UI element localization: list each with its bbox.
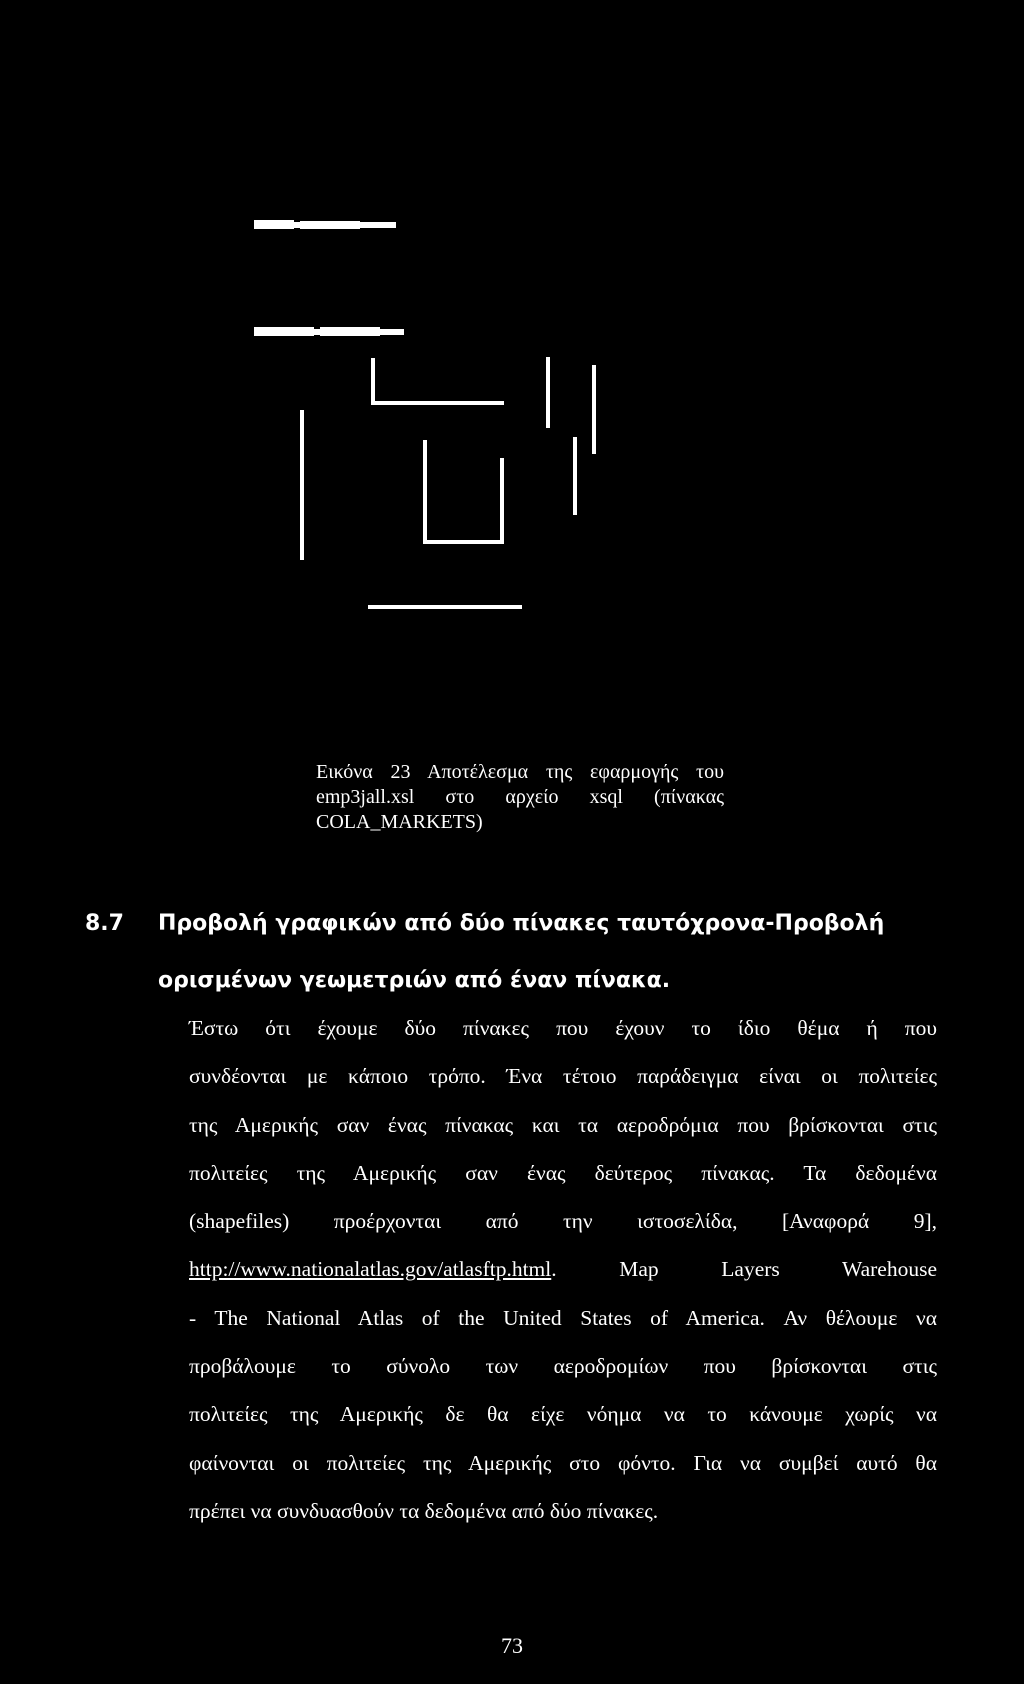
map-geometry-figure (0, 0, 1024, 640)
paragraph-line: πολιτείες της Αμερικής σαν ένας δεύτερος πίνακας. Τα δεδομένα (189, 1160, 937, 1185)
figure-image (0, 0, 1024, 640)
atlas-link[interactable]: http://www.nationalatlas.gov/atlasftp.html (189, 1257, 552, 1282)
paragraph-line: φαίνονται οι πολιτείες της Αμερικής στο φόντο. Για να συμβεί αυτό θα (189, 1450, 937, 1475)
paragraph-line: προβάλουμε το σύνολο των αεροδρομίων που βρίσκονται στις (189, 1354, 937, 1379)
paragraph-line: πρέπει να συνδυασθούν τα δεδομένα από δύο πίνακες. (189, 1498, 659, 1523)
section-number: 8.7 (85, 911, 124, 936)
caption-line: COLA_MARKETS) (316, 811, 483, 833)
paragraph-line: της Αμερικής σαν ένας πίνακας και τα αεροδρόμια που βρίσκονται στις (189, 1112, 937, 1137)
paragraph-line: (shapefiles) προέρχονται από την ιστοσελίδα, [Αναφορά 9], (189, 1209, 937, 1234)
figure-l-shape (373, 358, 504, 403)
caption-line: Εικόνα 23 Αποτέλεσμα της εφαρμογής του (316, 761, 724, 783)
paragraph-line: συνδέονται με κάποιο τρόπο. Ένα τέτοιο παράδειγμα είναι οι πολιτείες (189, 1064, 937, 1089)
figure-caption (316, 760, 724, 835)
caption-line: emp3jall.xsl στο αρχείο xsql (πίνακας (316, 786, 724, 808)
body-paragraph (189, 1004, 937, 1535)
paragraph-line: Έστω ότι έχουμε δύο πίνακες που έχουν το ίδιο θέμα ή που (189, 1016, 937, 1040)
paragraph-line (189, 1245, 937, 1293)
section-heading (85, 895, 945, 1009)
paragraph-line: - The National Atlas of the United States of America. Αν θέλουμε να (189, 1305, 937, 1330)
section-title-line1: Προβολή γραφικών από δύο πίνακες ταυτόχρονα-Προβολή (158, 911, 885, 936)
page-number: 73 (501, 1633, 523, 1658)
paragraph-line: πολιτείες της Αμερικής δε θα είχε νόημα να το κάνουμε χωρίς να (189, 1402, 937, 1427)
paragraph-line-rest: . Map Layers Warehouse (551, 1257, 937, 1282)
figure-u-shape (425, 440, 502, 542)
section-title-line2: ορισμένων γεωμετριών από έναν πίνακα. (158, 968, 671, 993)
